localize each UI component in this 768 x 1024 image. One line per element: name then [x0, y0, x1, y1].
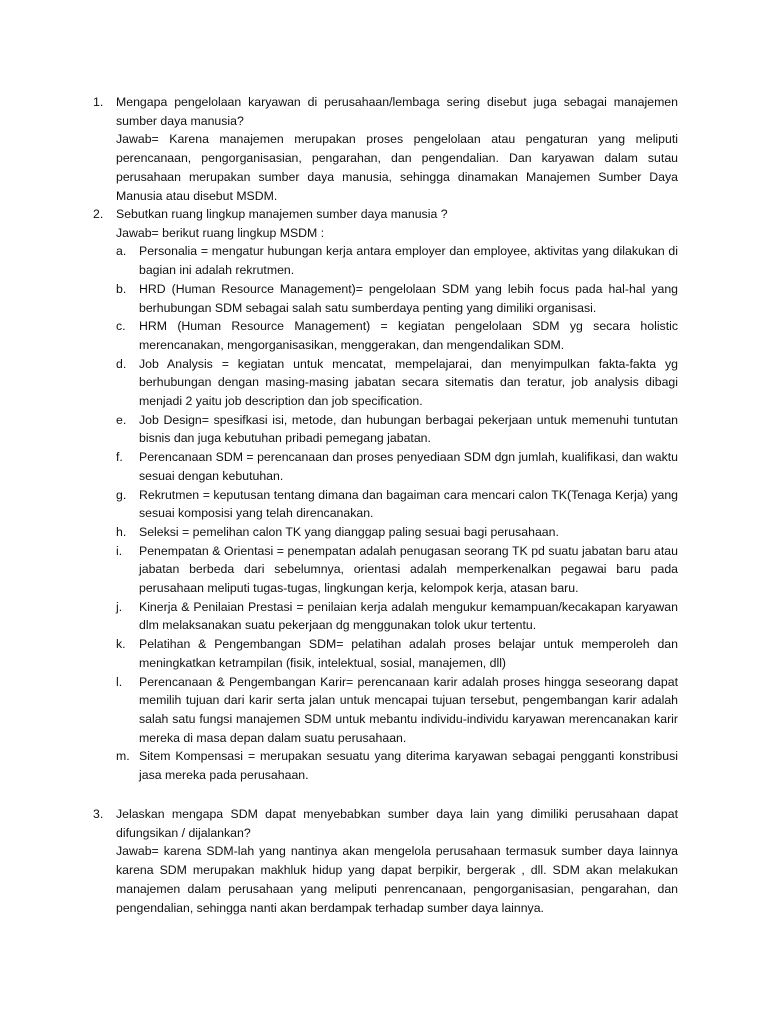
question-3-heading — [0, 805, 768, 842]
list-item — [0, 598, 768, 635]
list-item-letter: f. — [116, 450, 123, 465]
question-1-text: Mengapa pengelolaan karyawan di perusahaan/lembaga sering disebut juga sebagai manajemen sumber daya manusia? — [116, 95, 678, 128]
question-1-number: 1. — [93, 95, 104, 109]
question-2-text: Sebutkan ruang lingkup manajemen sumber daya manusia ? — [116, 207, 448, 221]
question-2-heading — [0, 205, 768, 224]
question-3-number: 3. — [93, 807, 104, 821]
question-2-answer-intro: Jawab= berikut ruang lingkup MSDM : — [116, 225, 325, 240]
list-item-text: Perencanaan & Pengembangan Karir= perencanaan karir adalah proses hingga seseorang dapat memilih tujuan dari karir serta jalan untuk mencapai tujuan tersebut, pengembangan karir adalah salah satu fungsi manajemen SDM untuk mebantu individu-individu karyawan merencanakan karir mereka di masa depan dalam suatu perusahaan. — [139, 674, 678, 745]
list-item — [0, 317, 768, 354]
list-item — [0, 542, 768, 598]
question-2 — [0, 205, 768, 785]
scope-list — [0, 242, 768, 784]
question-2-number: 2. — [93, 207, 104, 221]
list-item-text: Pelatihan & Pengembangan SDM= pelatihan adalah proses belajar untuk memperoleh dan meningkatkan ketrampilan (fisik, intelektual, sosial, manajemen, dll) — [139, 637, 678, 670]
list-item-letter: g. — [116, 487, 127, 502]
list-item — [0, 523, 768, 542]
list-item-letter: h. — [116, 524, 127, 539]
list-item-text: Personalia = mengatur hubungan kerja antara employer dan employee, aktivitas yang dilakukan di bagian ini adalah rekrutmen. — [139, 244, 678, 278]
list-item — [0, 448, 768, 485]
list-item — [0, 635, 768, 672]
list-item-letter: d. — [116, 356, 127, 371]
list-item-letter: j. — [116, 599, 123, 614]
list-item — [0, 747, 768, 784]
list-item-text: Seleksi = pemelihan calon TK yang dianggap paling sesuai bagi perusahaan. — [139, 524, 559, 539]
question-1 — [0, 93, 768, 205]
list-item-text: Kinerja & Penilaian Prestasi = penilaian kerja adalah mengukur kemampuan/kecakapan karyawan dlm melaksanakan suatu pekerjaan dg menggunakan tolok ukur tertentu. — [139, 599, 678, 633]
question-3-answer: Jawab= karena SDM-lah yang nantinya akan mengelola perusahaan termasuk sumber daya lainnya karena SDM merupakan makhluk hidup yang dapat berpikir, bergerak , dll. SDM akan melakukan manajemen dalam perusahaan yang meliputi penrencanaan, pengorganisasian, pengarahan, dan pengendalian, sehingga nanti akan berdampak terhadap sumber daya lainnya. — [116, 844, 678, 915]
question-3-text: Jelaskan mengapa SDM dapat menyebabkan sumber daya lain yang dimiliki perusahaan dapat difungsikan / dijalankan? — [116, 807, 678, 840]
list-item-letter: e. — [116, 412, 127, 427]
list-item — [0, 486, 768, 523]
list-item-text: HRM (Human Resource Management) = kegiatan pengelolaan SDM yg secara holistic merencanakan, mengorganisasikan, menggerakan, dan mengendalikan SDM. — [139, 319, 678, 352]
list-item-letter: a. — [116, 244, 127, 259]
list-item-letter: c. — [116, 319, 126, 334]
list-item-letter: l. — [116, 674, 123, 689]
list-item — [0, 411, 768, 448]
list-item — [0, 673, 768, 748]
list-item-letter: m. — [116, 749, 130, 764]
list-item-letter: k. — [116, 637, 126, 652]
list-item — [0, 280, 768, 317]
list-item-text: Rekrutmen = keputusan tentang dimana dan bagaiman cara mencari calon TK(Tenaga Kerja) yang sesuai komposisi yang telah direncanakan. — [139, 487, 678, 521]
question-1-answer: Jawab= Karena manajemen merupakan proses pengelolaan atau pengaturan yang meliputi perencanaan, pengorganisasian, pengarahan, dan pengendalian. Dan karyawan dalam sutau perusahaan merupakan sumber daya manusia, sehingga dinamakan Manajemen Sumber Daya Manusia atau disebut MSDM. — [116, 132, 678, 203]
list-item-text: HRD (Human Resource Management)= pengelolaan SDM yang lebih focus pada hal-hal yang berhubungan SDM sebagai salah satu sumberdaya penting yang dimiliki organisasi. — [139, 281, 678, 315]
list-item-text: Perencanaan SDM = perencanaan dan proses penyediaan SDM dgn jumlah, kualifikasi, dan waktu sesuai dengan kebutuhan. — [139, 450, 678, 483]
list-item — [0, 355, 768, 411]
list-item-letter: b. — [116, 281, 127, 296]
list-item-text: Job Design= spesifkasi isi, metode, dan hubungan berbagai pekerjaan untuk memenuhi tuntutan bisnis dan juga kebutuhan pribadi pemegang jabatan. — [139, 412, 678, 446]
question-3 — [0, 805, 768, 917]
list-item-text: Penempatan & Orientasi = penempatan adalah penugasan seorang TK pd suatu jabatan baru atau jabatan berbeda dari sebelumnya, orientasi adalah memperkenalkan pegawai baru pada perusahaan meliputi tugas-tugas, lingkungan kerja, kelompok kerja, atasan baru. — [139, 543, 678, 596]
list-item-text: Sitem Kompensasi = merupakan sesuatu yang diterima karyawan sebagai pengganti konstribusi jasa mereka pada perusahaan. — [139, 749, 678, 783]
list-item-letter: i. — [116, 543, 123, 558]
question-1-heading — [0, 93, 768, 130]
list-item — [0, 242, 768, 279]
list-item-text: Job Analysis = kegiatan untuk mencatat, mempelajarai, dan menyimpulkan fakta-fakta yg berhubungan dengan masing-masing jabatan secara sitematis dan teratur, job analysis dibagi menjadi 2 yaitu job description dan job specification. — [139, 356, 678, 409]
